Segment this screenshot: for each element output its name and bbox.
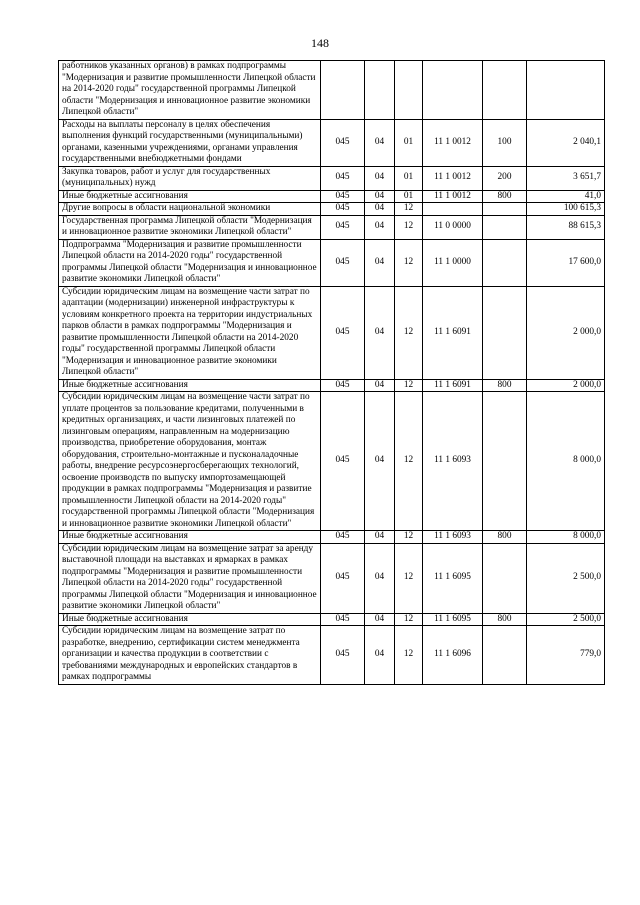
subsection-cell: 12: [395, 531, 423, 544]
target-article-cell: [423, 61, 483, 120]
grbs-cell: 045: [321, 239, 365, 286]
expense-type-cell: 100: [483, 119, 527, 166]
target-article-cell: 11 1 6091: [423, 379, 483, 392]
row-name-cell: Закупка товаров, работ и услуг для государственных (муниципальных) нужд: [59, 166, 321, 190]
expense-type-cell: [483, 286, 527, 379]
subsection-cell: 01: [395, 190, 423, 203]
target-article-cell: 11 1 0012: [423, 119, 483, 166]
row-name-cell: Субсидии юридическим лицам на возмещение части затрат по уплате процентов за пользование кредитами, полученными в кредитных организациях, и части лизинговых платежей по лизинговым операциям, направленным на модернизацию производства, приобретение оборудования, монтаж оборудования, строительно-монтажные и пусконаладочные работы, внедрение ресурсоэнергосберегающих технологий, освоение производств по выпуску импортозамещающей продукции в рамках подпрограммы "Модернизация и развитие промышленности Липецкой области на 2014-2020 годы" государственной программы Липецкой области "Модернизация и инновационное развитие экономики Липецкой области": [59, 392, 321, 531]
table-row: [59, 392, 605, 531]
amount-cell: 8 000,0: [527, 392, 605, 531]
amount-cell: 41,0: [527, 190, 605, 203]
grbs-cell: 045: [321, 166, 365, 190]
subsection-cell: 12: [395, 203, 423, 216]
subsection-cell: 01: [395, 166, 423, 190]
target-article-cell: 11 1 6095: [423, 613, 483, 626]
section-cell: 04: [365, 203, 395, 216]
table-row: [59, 166, 605, 190]
table-row: [59, 286, 605, 379]
grbs-cell: 045: [321, 626, 365, 685]
subsection-cell: 12: [395, 543, 423, 613]
amount-cell: 779,0: [527, 626, 605, 685]
section-cell: 04: [365, 119, 395, 166]
section-cell: 04: [365, 626, 395, 685]
section-cell: 04: [365, 379, 395, 392]
subsection-cell: 12: [395, 239, 423, 286]
row-name-cell: Подпрограмма "Модернизация и развитие промышленности Липецкой области на 2014-2020 годы" государственной программы Липецкой области "Модернизация и инновационное развитие экономики Липецкой области": [59, 239, 321, 286]
expense-type-cell: 800: [483, 379, 527, 392]
section-cell: 04: [365, 166, 395, 190]
amount-cell: 100 615,3: [527, 203, 605, 216]
expense-type-cell: 800: [483, 531, 527, 544]
subsection-cell: [395, 61, 423, 120]
amount-cell: 2 000,0: [527, 286, 605, 379]
table-row: [59, 215, 605, 239]
target-article-cell: 11 1 6095: [423, 543, 483, 613]
expense-type-cell: [483, 626, 527, 685]
amount-cell: 3 651,7: [527, 166, 605, 190]
table-row: [59, 203, 605, 216]
table-row: [59, 379, 605, 392]
target-article-cell: 11 1 0000: [423, 239, 483, 286]
table-row: [59, 613, 605, 626]
table-row: [59, 61, 605, 120]
target-article-cell: 11 1 6096: [423, 626, 483, 685]
amount-cell: [527, 61, 605, 120]
row-name-cell: Иные бюджетные ассигнования: [59, 613, 321, 626]
subsection-cell: 01: [395, 119, 423, 166]
section-cell: 04: [365, 613, 395, 626]
section-cell: 04: [365, 215, 395, 239]
subsection-cell: 12: [395, 215, 423, 239]
expense-type-cell: [483, 215, 527, 239]
subsection-cell: 12: [395, 379, 423, 392]
section-cell: 04: [365, 392, 395, 531]
table-row: [59, 190, 605, 203]
table-row: [59, 626, 605, 685]
amount-cell: 8 000,0: [527, 531, 605, 544]
amount-cell: 2 040,1: [527, 119, 605, 166]
section-cell: 04: [365, 190, 395, 203]
grbs-cell: 045: [321, 392, 365, 531]
subsection-cell: 12: [395, 626, 423, 685]
grbs-cell: 045: [321, 531, 365, 544]
row-name-cell: Субсидии юридическим лицам на возмещение затрат за аренду выставочной площади на выставках и ярмарках в рамках подпрограммы "Модернизация и развитие промышленности Липецкой области на 2014-2020 годы" государственной программы Липецкой области "Модернизация и инновационное развитие экономики Липецкой области": [59, 543, 321, 613]
section-cell: 04: [365, 239, 395, 286]
amount-cell: 17 600,0: [527, 239, 605, 286]
grbs-cell: 045: [321, 119, 365, 166]
table-row: [59, 239, 605, 286]
table-row: [59, 119, 605, 166]
page-number: 148: [311, 36, 329, 50]
grbs-cell: 045: [321, 190, 365, 203]
row-name-cell: Иные бюджетные ассигнования: [59, 379, 321, 392]
row-name-cell: Субсидии юридическим лицам на возмещение затрат по разработке, внедрению, сертификации систем менеджмента организации и качества продукции в соответствии с требованиями международных и европейских стандартов в рамках подпрограммы: [59, 626, 321, 685]
row-name-cell: Расходы на выплаты персоналу в целях обеспечения выполнения функций государственными (муниципальными) органами, казенными учреждениями, органами управления государственными внебюджетными фондами: [59, 119, 321, 166]
target-article-cell: 11 1 6091: [423, 286, 483, 379]
target-article-cell: 11 1 6093: [423, 531, 483, 544]
expense-type-cell: 800: [483, 190, 527, 203]
section-cell: [365, 61, 395, 120]
subsection-cell: 12: [395, 286, 423, 379]
target-article-cell: 11 0 0000: [423, 215, 483, 239]
subsection-cell: 12: [395, 392, 423, 531]
expense-type-cell: 800: [483, 613, 527, 626]
expense-type-cell: [483, 543, 527, 613]
grbs-cell: 045: [321, 379, 365, 392]
amount-cell: 2 500,0: [527, 613, 605, 626]
expense-type-cell: [483, 392, 527, 531]
row-name-cell: Государственная программа Липецкой области "Модернизация и инновационное развитие экономики Липецкой области": [59, 215, 321, 239]
subsection-cell: 12: [395, 613, 423, 626]
grbs-cell: 045: [321, 215, 365, 239]
target-article-cell: 11 1 0012: [423, 190, 483, 203]
amount-cell: 2 000,0: [527, 379, 605, 392]
amount-cell: 2 500,0: [527, 543, 605, 613]
budget-table: [58, 60, 605, 685]
grbs-cell: 045: [321, 613, 365, 626]
target-article-cell: 11 1 6093: [423, 392, 483, 531]
budget-table-body: [59, 61, 605, 685]
target-article-cell: [423, 203, 483, 216]
table-row: [59, 543, 605, 613]
grbs-cell: 045: [321, 543, 365, 613]
grbs-cell: 045: [321, 286, 365, 379]
table-row: [59, 531, 605, 544]
row-name-cell: работников указанных органов) в рамках подпрограммы "Модернизация и развитие промышленности Липецкой области на 2014-2020 годы" государственной программы Липецкой области "Модернизация и инновационное развитие экономики Липецкой области": [59, 61, 321, 120]
expense-type-cell: [483, 239, 527, 286]
expense-type-cell: [483, 61, 527, 120]
section-cell: 04: [365, 286, 395, 379]
target-article-cell: 11 1 0012: [423, 166, 483, 190]
expense-type-cell: [483, 203, 527, 216]
row-name-cell: Иные бюджетные ассигнования: [59, 531, 321, 544]
row-name-cell: Иные бюджетные ассигнования: [59, 190, 321, 203]
section-cell: 04: [365, 531, 395, 544]
expense-type-cell: 200: [483, 166, 527, 190]
grbs-cell: [321, 61, 365, 120]
row-name-cell: Другие вопросы в области национальной экономики: [59, 203, 321, 216]
amount-cell: 88 615,3: [527, 215, 605, 239]
grbs-cell: 045: [321, 203, 365, 216]
row-name-cell: Субсидии юридическим лицам на возмещение части затрат по адаптации (модернизации) инженерной инфраструктуры к условиям конкретного проекта на территории индустриальных парков области в рамках подпрограммы "Модернизация и развитие промышленности Липецкой области на 2014-2020 годы" государственной программы Липецкой области "Модернизация и инновационное развитие экономики Липецкой области": [59, 286, 321, 379]
section-cell: 04: [365, 543, 395, 613]
